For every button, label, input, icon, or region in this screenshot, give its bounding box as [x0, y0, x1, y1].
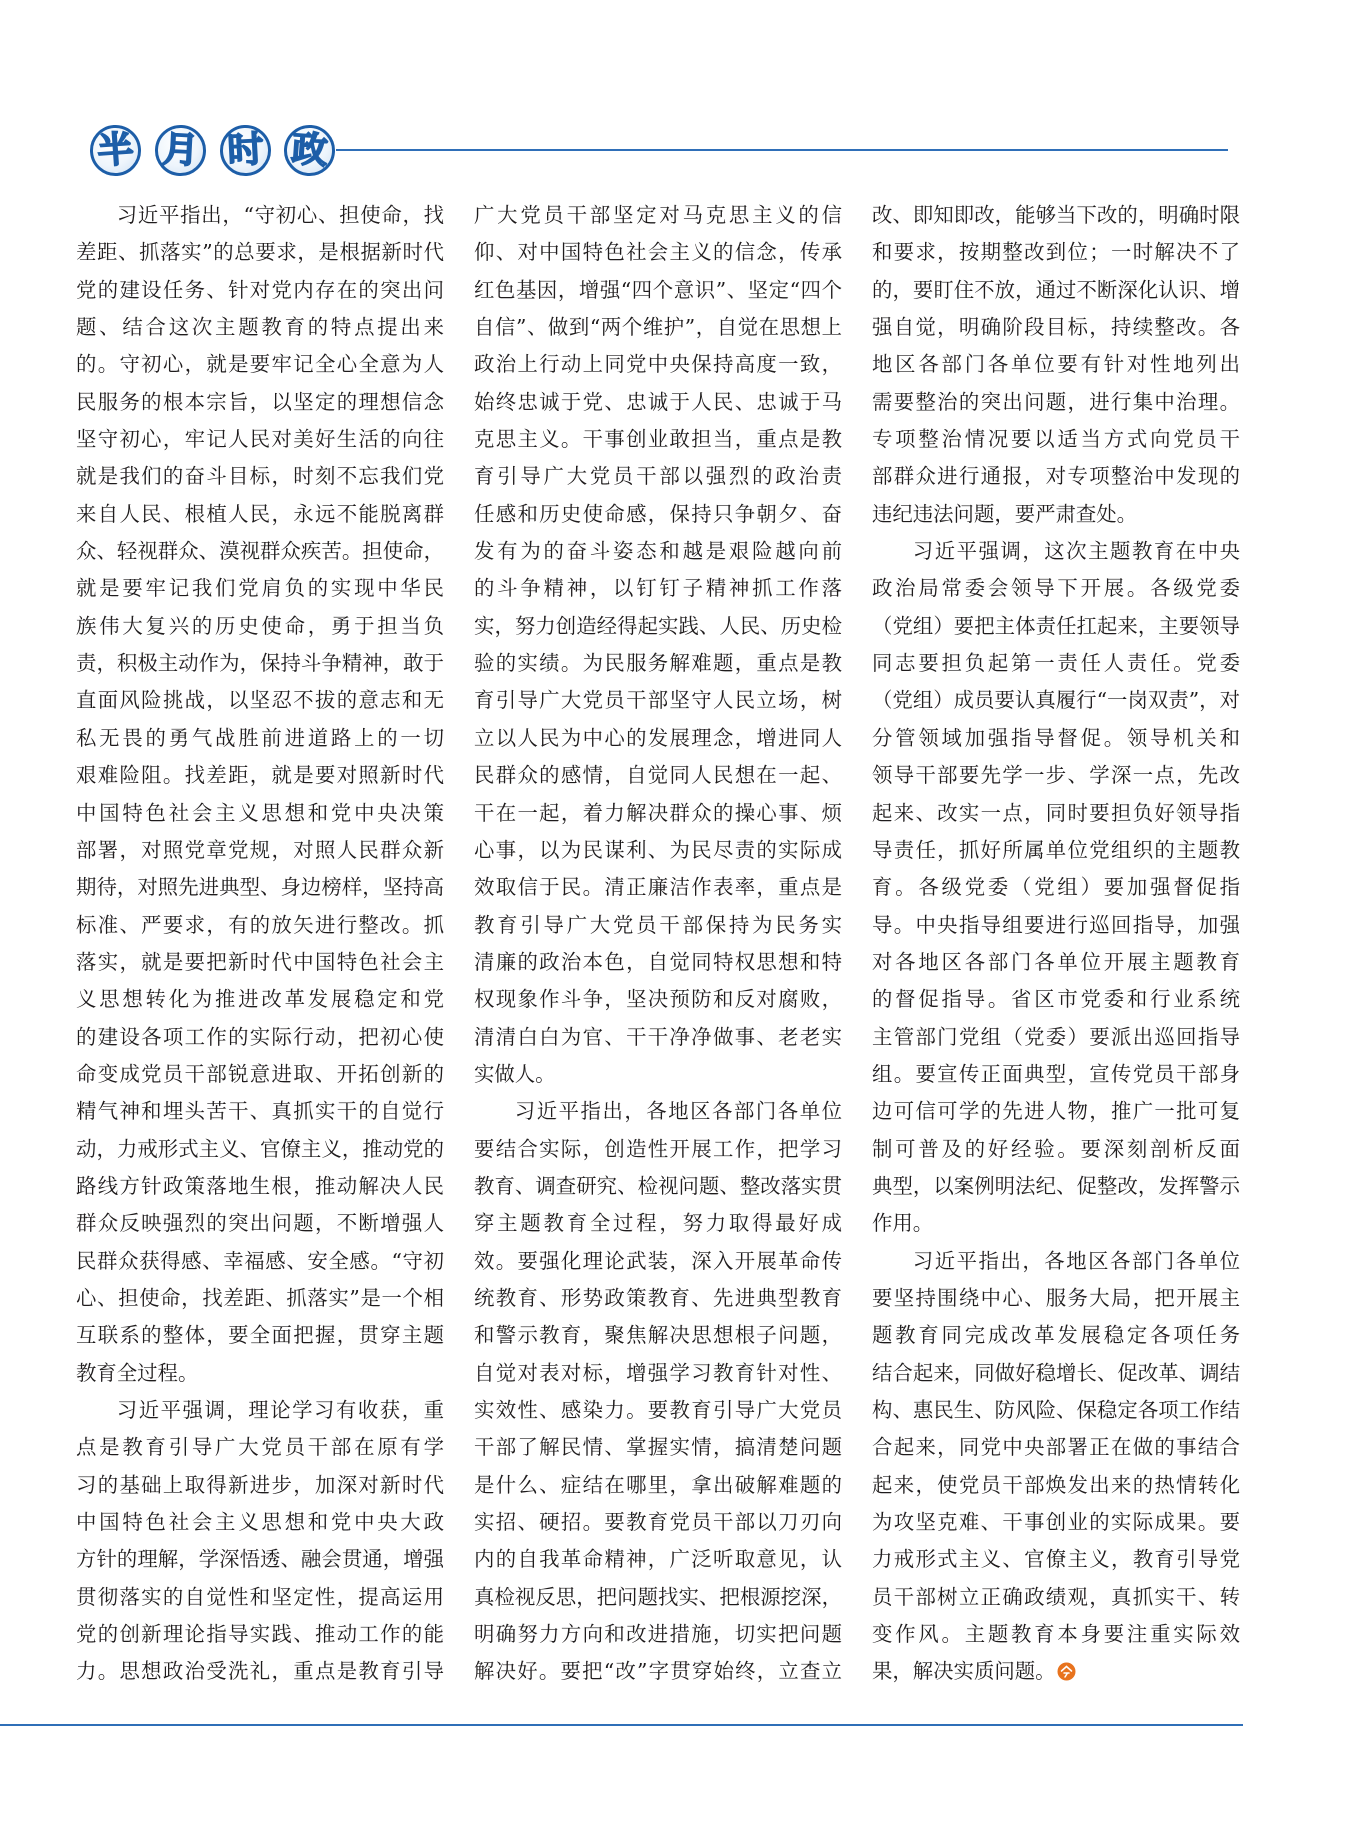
section-title-char: 月 [154, 124, 208, 178]
article-line-text: 合起来，同党中央部署正在做的事结合 [872, 1435, 1240, 1460]
article-line-text: 违纪违法问题，要严肃查处。 [872, 501, 1138, 526]
article-line [474, 1019, 842, 1056]
article-line-text: 始终忠诚于党、忠诚于人民、忠诚于马 [474, 389, 842, 414]
article-line [76, 720, 444, 757]
article-line-text: 真检视反思，把问题找实、把根源挖深， [474, 1584, 842, 1609]
article-line-text: 干部了解民情、掌握实情，搞清楚问题 [474, 1435, 842, 1460]
article-line-text: 对各地区各部门各单位开展主题教育 [872, 949, 1240, 974]
article-line-text: 的斗争精神，以钉钉子精神抓工作落 [474, 576, 842, 601]
article-line-text: 政治局常委会领导下开展。各级党委 [872, 576, 1240, 601]
article-line [474, 1317, 842, 1354]
article-line-text: 起来、改实一点，同时要担负好领导指 [872, 800, 1240, 825]
article-line-text: 直面风险挑战，以坚忍不拔的意志和无 [76, 688, 444, 713]
article-line [872, 1093, 1240, 1130]
article-line-text: 坚守初心，牢记人民对美好生活的向往 [76, 427, 444, 452]
article-line-text: 变作风。主题教育本身要注重实际效 [872, 1622, 1240, 1647]
article-line-text: 差距、抓落实”的总要求，是根据新时代 [76, 240, 444, 265]
article-line-text: 和要求，按期整改到位；一时解决不了 [872, 240, 1240, 265]
article-line-text: 明确努力方向和改进措施，切实把问题 [474, 1622, 842, 1647]
article-line [474, 1093, 842, 1130]
article-line-text: 党的创新理论指导实践、推动工作的能 [76, 1622, 444, 1647]
article-line-text: 发有为的奋斗姿态和越是艰险越向前 [474, 539, 842, 564]
article-line-text: 和警示教育，聚焦解决思想根子问题， [474, 1323, 842, 1348]
section-header [0, 0, 1350, 200]
article-line [872, 1579, 1240, 1616]
article-line [474, 907, 842, 944]
article-line [474, 757, 842, 794]
article-line [872, 720, 1240, 757]
article-line-text: 力。思想政治受洗礼，重点是教育引导 [76, 1659, 444, 1684]
article-line [76, 1355, 444, 1392]
article-line [474, 1541, 842, 1578]
article-line [872, 234, 1240, 271]
article-line-text: 制可普及的好经验。要深刻剖析反面 [872, 1136, 1240, 1161]
article-line-text: 要结合实际，创造性开展工作，把学习 [474, 1136, 842, 1161]
article-line-text: 典型，以案例明法纪、促整改，发挥警示 [872, 1173, 1240, 1198]
article-line-text: 来自人民、根植人民，永远不能脱离群 [76, 501, 444, 526]
article-line-text: （党组）成员要认真履行“一岗双责”，对 [872, 688, 1240, 713]
article-line-text: 同志要担负起第一责任人责任。党委 [872, 651, 1240, 676]
article-line [76, 197, 444, 234]
article-line [872, 570, 1240, 607]
article-line-text: 权现象作斗争，坚决预防和反对腐败， [474, 987, 842, 1012]
article-line-text: 习近平强调，理论学习有收获，重 [116, 1398, 444, 1422]
article-line [474, 1168, 842, 1205]
article-line-text: 立以人民为中心的发展理念，增进同人 [474, 725, 842, 750]
article-line [474, 682, 842, 719]
article-line [872, 1280, 1240, 1317]
article-line [76, 1429, 444, 1466]
article-line [872, 981, 1240, 1018]
article-line [872, 795, 1240, 832]
article-line-text: 解决好。要把“改”字贯穿始终，立查立 [474, 1659, 842, 1684]
article-line-text: 部群众进行通报，对专项整治中发现的 [872, 464, 1240, 489]
article-line-text: 责，积极主动作为，保持斗争精神，敢于 [76, 651, 444, 676]
article-line-text: 教育、调查研究、检视问题、整改落实贯 [474, 1173, 842, 1198]
article-line-text: 贯彻落实的自觉性和坚定性，提高运用 [76, 1584, 444, 1609]
article-line [76, 1243, 444, 1280]
article-line-text: 点是教育引导广大党员干部在原有学 [76, 1435, 444, 1460]
article-line-text: 标准、严要求，有的放矢进行整改。抓 [76, 912, 444, 937]
article-line [872, 496, 1240, 533]
article-line-text: 导。中央指导组要进行巡回指导，加强 [872, 912, 1240, 937]
article-line [76, 1280, 444, 1317]
article-line [76, 682, 444, 719]
article-line [76, 1467, 444, 1504]
article-line-text: 动，力戒形式主义、官僚主义，推动党的 [76, 1136, 444, 1161]
article-line [474, 458, 842, 495]
article-line-text: 群众反映强烈的突出问题，不断增强人 [76, 1211, 444, 1236]
article-line [872, 346, 1240, 383]
article-line [76, 795, 444, 832]
article-line-text: 主管部门党组（党委）要派出巡回指导 [872, 1024, 1240, 1049]
article-line-text: 分管领域加强指导督促。领导机关和 [872, 725, 1240, 750]
article-line [872, 944, 1240, 981]
article-line-text: 实效性、感染力。要教育引导广大党员 [474, 1398, 842, 1422]
article-line-text: 统教育、形势政策教育、先进典型教育 [474, 1285, 842, 1310]
article-line-text: 落实，就是要把新时代中国特色社会主 [76, 949, 444, 974]
article-line-text: 义思想转化为推进改革发展稳定和党 [76, 987, 444, 1012]
article-line [474, 1579, 842, 1616]
article-line [474, 1504, 842, 1541]
article-line-text: 强自觉，明确阶段目标，持续整改。各 [872, 315, 1240, 340]
article-line [872, 533, 1240, 570]
article-line-text: 育引导广大党员干部以强烈的政治责 [474, 464, 842, 489]
article-line [474, 1616, 842, 1653]
article-line-text: 期待，对照先进典型、身边榜样，坚持高 [76, 875, 444, 900]
article-line-text: 要坚持围绕中心、服务大局，把开展主 [872, 1285, 1240, 1310]
article-line-text: 效。要强化理论武装，深入开展革命传 [474, 1248, 842, 1273]
article-line-text: 部署，对照党章党规，对照人民群众新 [76, 837, 444, 862]
article-column-3 [872, 197, 1240, 1691]
article-line-text: 导责任，抓好所属单位党组织的主题教 [872, 837, 1240, 862]
article-line [76, 645, 444, 682]
article-line [474, 1280, 842, 1317]
article-line-text: 育。各级党委（党组）要加强督促指 [872, 875, 1240, 900]
article-line [872, 421, 1240, 458]
article-line [76, 907, 444, 944]
article-line [76, 1653, 444, 1690]
article-line-text: 仰、对中国特色社会主义的信念，传承 [474, 240, 842, 265]
article-line [872, 458, 1240, 495]
article-line-text: 题教育同完成改革发展稳定各项任务 [872, 1323, 1240, 1348]
article-line-text: 习近平指出，“守初心、担使命，找 [116, 203, 444, 227]
article-line [474, 1131, 842, 1168]
article-line [76, 1579, 444, 1616]
article-line [474, 1205, 842, 1242]
article-line-text: 的，要盯住不放，通过不断深化认识、增 [872, 277, 1240, 302]
article-line [76, 1205, 444, 1242]
article-line [76, 1056, 444, 1093]
article-line-text: 教育引导广大党员干部保持为民务实 [474, 912, 842, 937]
article-line [872, 1653, 1240, 1690]
article-line [474, 1392, 842, 1429]
article-line [474, 197, 842, 234]
article-line-text: 就是要牢记我们党肩负的实现中华民 [76, 576, 444, 601]
article-line [872, 869, 1240, 906]
article-line-text: 自觉对表对标，增强学习教育针对性、 [474, 1360, 842, 1385]
article-line-text: 干在一起，着力解决群众的操心事、烦 [474, 800, 842, 825]
article-line-text: 验的实绩。为民服务解难题，重点是教 [474, 651, 842, 676]
article-line-text: 员干部树立正确政绩观，真抓实干、转 [872, 1584, 1240, 1609]
article-line [474, 720, 842, 757]
article-line-text: 路线方针政策落地生根，推动解决人民 [76, 1173, 444, 1198]
article-line-text: 领导干部要先学一步、学深一点，先改 [872, 763, 1240, 788]
article-line [872, 1243, 1240, 1280]
article-line [76, 1504, 444, 1541]
article-line [872, 1392, 1240, 1429]
article-line [76, 496, 444, 533]
article-line-text: 任感和历史使命感，保持只争朝夕、奋 [474, 501, 842, 526]
article-line [872, 1205, 1240, 1242]
article-line [76, 757, 444, 794]
article-line [872, 1541, 1240, 1578]
article-line-text: （党组）要把主体责任扛起来，主要领导 [872, 613, 1240, 638]
article-line [76, 309, 444, 346]
article-line-text: 作用。 [872, 1211, 934, 1236]
article-line [872, 1429, 1240, 1466]
article-line-text: 果，解决实质问题。 [872, 1659, 1056, 1684]
article-line [872, 645, 1240, 682]
article-line-text: 民群众获得感、幸福感、安全感。“守初 [76, 1248, 444, 1273]
article-line-text: 实，努力创造经得起实践、人民、历史检 [474, 613, 842, 638]
article-line [474, 496, 842, 533]
article-line [872, 682, 1240, 719]
article-line-text: 艰难险阻。找差距，就是要对照新时代 [76, 763, 444, 788]
article-line-text: 心事，以为民谋利、为民尽责的实际成 [474, 837, 842, 862]
article-line-text: 习近平强调，这次主题教育在中央 [912, 539, 1240, 564]
article-line [872, 1317, 1240, 1354]
article-line-text: 效取信于民。清正廉洁作表率，重点是 [474, 875, 842, 900]
article-line-text: 为攻坚克难、干事创业的实际成果。要 [872, 1510, 1240, 1535]
article-line-text: 政治上行动上同党中央保持高度一致， [474, 352, 842, 377]
article-line-text: 红色基因，增强“四个意识”、坚定“四个 [474, 277, 842, 302]
article-line [872, 384, 1240, 421]
article-line [76, 1616, 444, 1653]
article-line [474, 533, 842, 570]
article-line [76, 1317, 444, 1354]
article-line-text: 的。守初心，就是要牢记全心全意为人 [76, 352, 444, 377]
article-line-text: 需要整治的突出问题，进行集中治理。 [872, 389, 1240, 414]
article-line [76, 346, 444, 383]
article-column-2 [474, 197, 842, 1691]
article-line [474, 645, 842, 682]
article-line-text: 清廉的政治本色，自觉同特权思想和特 [474, 949, 842, 974]
article-column-1 [76, 197, 444, 1691]
article-line-text: 的建设各项工作的实际行动，把初心使 [76, 1024, 444, 1049]
article-line [872, 1131, 1240, 1168]
article-line-text: 力戒形式主义、官僚主义，教育引导党 [872, 1547, 1240, 1572]
article-line-text: 中国特色社会主义思想和党中央决策 [76, 800, 444, 825]
article-line [872, 197, 1240, 234]
end-mark-icon [1057, 1662, 1076, 1681]
article-line-text: 方针的理解，学深悟透、融会贯通，增强 [76, 1547, 444, 1572]
article-line-text: 族伟大复兴的历史使命，勇于担当负 [76, 613, 444, 638]
article-line [76, 570, 444, 607]
article-line [76, 421, 444, 458]
article-line [474, 234, 842, 271]
article-line [474, 1429, 842, 1466]
section-title-char: 政 [282, 123, 336, 177]
article-line-text: 习近平指出，各地区各部门各单位 [514, 1099, 842, 1124]
article-line [474, 1355, 842, 1392]
article-line-text: 专项整治情况要以适当方式向党员干 [872, 427, 1240, 452]
article-line [474, 608, 842, 645]
article-line-text: 清清白白为官、干干净净做事、老老实 [474, 1024, 842, 1049]
article-line [76, 1019, 444, 1056]
article-line-text: 就是我们的奋斗目标，时刻不忘我们党 [76, 464, 444, 489]
article-line [872, 1616, 1240, 1653]
article-line [872, 832, 1240, 869]
article-line [474, 309, 842, 346]
article-line [474, 1653, 842, 1690]
article-line [474, 570, 842, 607]
article-line [474, 1467, 842, 1504]
article-line-text: 实招、硬招。要教育党员干部以刀刃向 [474, 1510, 842, 1535]
article-line [76, 384, 444, 421]
article-line [474, 944, 842, 981]
article-line-text: 内的自我革命精神，广泛听取意见，认 [474, 1547, 842, 1572]
article-line-text: 克思主义。干事创业敢担当，重点是教 [474, 427, 842, 452]
article-line-text: 结合起来，同做好稳增长、促改革、调结 [872, 1360, 1240, 1385]
article-line-text: 习的基础上取得新进步，加深对新时代 [76, 1472, 444, 1497]
article-line [872, 1504, 1240, 1541]
article-line-text: 众、轻视群众、漠视群众疾苦。担使命， [76, 539, 444, 564]
article-line-text: 习近平指出，各地区各部门各单位 [912, 1248, 1240, 1273]
article-line-text: 构、惠民生、防风险、保稳定各项工作结 [872, 1398, 1240, 1422]
article-line-text: 是什么、症结在哪里，拿出破解难题的 [474, 1472, 842, 1497]
article-line [76, 832, 444, 869]
article-line [76, 272, 444, 309]
article-line [474, 869, 842, 906]
article-line-text: 起来，使党员干部焕发出来的热情转化 [872, 1472, 1240, 1497]
article-line [76, 1392, 444, 1429]
article-line [474, 346, 842, 383]
header-rule [336, 149, 1228, 151]
section-title-char: 半 [88, 123, 142, 177]
article-line-text: 实做人。 [474, 1061, 556, 1086]
article-line-text: 改、即知即改，能够当下改的，明确时限 [872, 203, 1240, 227]
article-line-text: 组。要宣传正面典型，宣传党员干部身 [872, 1061, 1240, 1086]
article-line [872, 1467, 1240, 1504]
article-line [76, 1541, 444, 1578]
article-line-text: 党的建设任务、针对党内存在的突出问 [76, 277, 444, 302]
article-line [474, 981, 842, 1018]
article-line [872, 1056, 1240, 1093]
article-line [872, 272, 1240, 309]
article-line [474, 1243, 842, 1280]
article-line-text: 民群众的感情，自觉同人民想在一起、 [474, 763, 842, 788]
article-line [76, 981, 444, 1018]
section-title-char: 时 [219, 124, 273, 178]
article-line [474, 384, 842, 421]
article-line [872, 1168, 1240, 1205]
article-line-text: 广大党员干部坚定对马克思主义的信 [474, 203, 842, 227]
article-line [872, 608, 1240, 645]
article-line-text: 心、担使命，找差距、抓落实”是一个相 [76, 1285, 444, 1310]
article-line [76, 869, 444, 906]
article-line-text: 命变成党员干部锐意进取、开拓创新的 [76, 1061, 444, 1086]
article-line-text: 地区各部门各单位要有针对性地列出 [872, 352, 1240, 377]
article-line [76, 1131, 444, 1168]
article-line-text: 穿主题教育全过程，努力取得最好成 [474, 1211, 842, 1236]
article-line-text: 私无畏的勇气战胜前进道路上的一切 [76, 725, 444, 750]
article-line-text: 民服务的根本宗旨，以坚定的理想信念 [76, 389, 444, 414]
article-line-text: 育引导广大党员干部坚守人民立场，树 [474, 688, 842, 713]
article-line [872, 907, 1240, 944]
article-line-text: 边可信可学的先进人物，推广一批可复 [872, 1099, 1240, 1124]
article-line [76, 533, 444, 570]
article-line [76, 458, 444, 495]
article-line-text: 的督促指导。省区市党委和行业系统 [872, 987, 1240, 1012]
article-line [474, 421, 842, 458]
article-line-text: 自信”、做到“两个维护”，自觉在思想上 [474, 315, 842, 340]
article-line-text: 教育全过程。 [76, 1360, 199, 1385]
article-line [76, 1168, 444, 1205]
article-line [872, 309, 1240, 346]
article-line [872, 1355, 1240, 1392]
article-line-text: 互联系的整体，要全面把握，贯穿主题 [76, 1323, 444, 1348]
footer-rule [0, 1724, 1243, 1726]
article-line [872, 1019, 1240, 1056]
article-line [76, 944, 444, 981]
article-line [76, 608, 444, 645]
article-line [872, 757, 1240, 794]
article-line [76, 1093, 444, 1130]
article-line [474, 832, 842, 869]
article-line [474, 795, 842, 832]
article-line [474, 272, 842, 309]
article-line-text: 中国特色社会主义思想和党中央大政 [76, 1510, 444, 1535]
article-line-text: 题、结合这次主题教育的特点提出来 [76, 315, 444, 340]
article-line-text: 精气神和埋头苦干、真抓实干的自觉行 [76, 1099, 444, 1124]
article-line [76, 234, 444, 271]
article-line [474, 1056, 842, 1093]
